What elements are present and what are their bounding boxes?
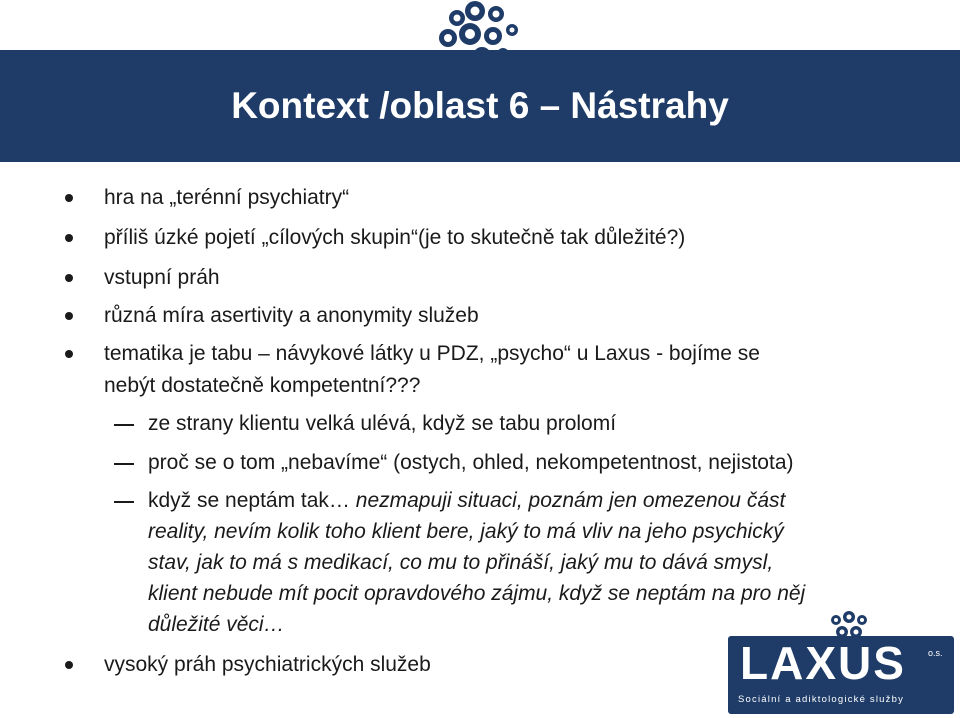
subbullet-italic: klient nebude mít pocit opravdového zájmu, když se neptám na pro něj bbox=[148, 582, 806, 605]
bullet-icon bbox=[65, 234, 73, 242]
bullet-icon bbox=[65, 350, 73, 358]
subbullet-italic: stav, jak to má s medikací, co mu to přináší, jaký mu to dává smysl, bbox=[148, 551, 774, 574]
subbullet-text: proč se o tom „nebavíme“ (ostych, ohled, nekompetentnost, nejistota) bbox=[148, 451, 794, 474]
logo-name: LAXUS bbox=[740, 637, 906, 689]
bullet-text: různá míra asertivity a anonymity služeb bbox=[104, 304, 479, 327]
laxus-logo bbox=[728, 610, 954, 714]
subbullet-text: ze strany klientu velká ulévá, když se tabu prolomí bbox=[148, 412, 617, 435]
bullet-text: vysoký práh psychiatrických služeb bbox=[104, 653, 431, 676]
bullet-text: hra na „terénní psychiatry“ bbox=[104, 186, 350, 209]
dash-icon bbox=[114, 501, 134, 503]
subbullet-text bbox=[148, 485, 785, 517]
bullet-icon bbox=[65, 661, 73, 669]
subbullet-italic: nezmapuji situaci, poznám jen omezenou část bbox=[355, 489, 786, 512]
subbullet-italic: důležité věci… bbox=[148, 613, 285, 636]
logo-tagline: Sociální a adiktologické služby bbox=[738, 694, 905, 705]
bullet-icon bbox=[65, 312, 73, 320]
dash-icon bbox=[114, 424, 134, 426]
dash-icon bbox=[114, 463, 134, 465]
logo-suffix: o.s. bbox=[928, 648, 943, 658]
subbullet-lead: když se neptám tak… bbox=[148, 489, 356, 512]
bullet-icon bbox=[65, 274, 73, 282]
slide-title: Kontext /oblast 6 – Nástrahy bbox=[231, 85, 729, 126]
bullet-icon bbox=[65, 194, 73, 202]
bullet-text: příliš úzké pojetí „cílových skupin“(je to skutečně tak důležité?) bbox=[104, 226, 686, 249]
subbullet-italic: reality, nevím kolik toho klient bere, jaký to má vliv na jeho psychický bbox=[148, 520, 784, 543]
bullet-text-continued: nebýt dostatečně kompetentní??? bbox=[104, 374, 421, 397]
bullet-text: vstupní práh bbox=[104, 266, 220, 289]
bullet-text: tematika je tabu – návykové látky u PDZ, „psycho“ u Laxus - bojíme se bbox=[104, 342, 760, 365]
